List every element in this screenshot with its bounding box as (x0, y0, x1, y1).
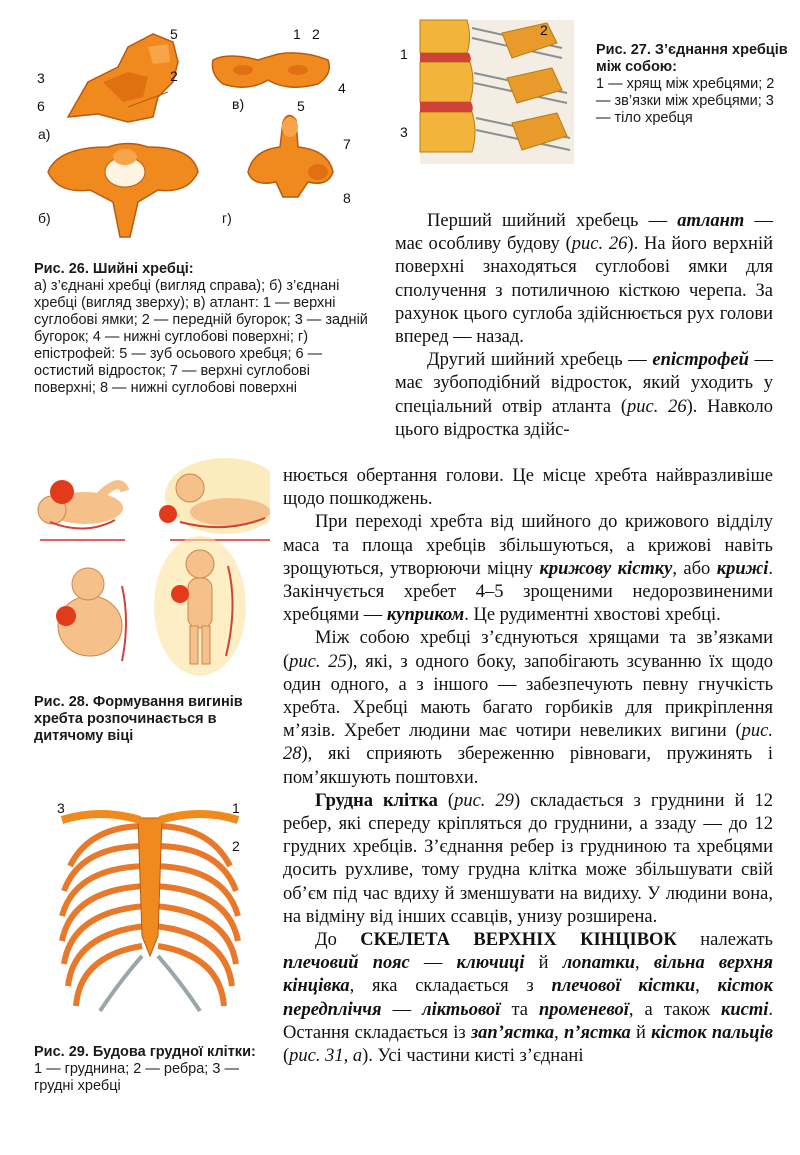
fig26-d-axis (248, 115, 333, 197)
paragraph-atlas: Перший шийний хребець — атлант — має особливу будову (рис. 26). На його верхній поверхні знаходяться суглобові ямки для сполучення з потиличною кісткою черепа. За рахунок цього суглоба здійснюється рух голови вперед — назад. (395, 211, 774, 348)
baby-lying-on-tummy (159, 458, 270, 540)
fig27-label-2: 2 (540, 22, 548, 38)
fig26-label-7: 7 (343, 136, 351, 152)
fig26-label-1: 1 (293, 26, 301, 42)
fig27-label-1: 1 (400, 46, 408, 62)
figure-26-caption (34, 261, 370, 397)
figure-27-caption (596, 42, 788, 127)
fig26-caption-title: Рис. 26. Шийні хребці: (34, 261, 194, 277)
figure-27-illustration (412, 18, 582, 166)
paragraph-joints: Між собою хребці з’єднуються хрящами та зв’язками (рис. 25), які, з одного боку, запобігають зсуванню їх щодо один одного, а з іншого — забезпечують певну гнучкість хребта. Хребці мають багато горбиків для прикріплення м’язів. Хребет людини має чотири невеликих вигини (рис. 28), які сприяють збереженню рівноваги, пружинять і пом’якшують поштовхи. (283, 628, 773, 788)
fig28-caption-title: Рис. 28. Формування вигинів хребта розпочинається в дитячому віці (34, 694, 243, 744)
fig29-label-2: 2 (232, 838, 240, 854)
paragraph-upper-limbs: До СКЕЛЕТА ВЕРХНІХ КІНЦІВОК належать плечовий пояс — ключиці й лопатки, вільна верхня кінцівка, яка складається з плечової кістки, кісток передпліччя — ліктьової та променевої, а також кисті. Остання складається із зап’ястка, п’ястка й кісток пальців (рис. 31, а). Усі частини кисті з’єднані (283, 930, 774, 1067)
fig29-label-1: 1 (232, 800, 240, 816)
costal-cartilage (100, 956, 200, 1011)
main-text-column-wide (283, 465, 773, 1068)
paragraph-thorax: Грудна клітка (рис. 29) складається з груднини й 12 ребер, які спереду кріпляться до груднини, а ззаду — до 12 грудних хребців. З’єднання ребер із грудниною та хребцями досить рухливе, тому грудна клітка може збільшувати свій об’єм під час вдиху й зменшувати на видиху. У людини вона, на відміну від інших ссавців, унизу розширена. (283, 790, 773, 927)
figure-26-illustration (28, 22, 368, 252)
fig27-caption-title: Рис. 27. З’єднання хребців між собою: (596, 42, 788, 75)
figure-28-illustration (30, 456, 270, 684)
fig26-label-3: 3 (37, 70, 45, 86)
fig26-label-5b: 5 (297, 98, 305, 114)
fig26-caption-body: а) з’єднані хребці (вигляд справа); б) з’єднані хребці (вигляд зверху); в) атлант: 1 — верхні суглобові ямки; 2 — передній бугорок; 3 — задній бугорок; 4 — нижні суглобові поверхні; г) епістрофей: 5 — зуб осьового хребця; 6 — остистий відросток; 7 — верхні суглобові поверхні; 8 — нижні суглобові поверхні (34, 278, 368, 396)
fig26-label-5a: 5 (170, 26, 178, 42)
fig26-label-2b: 2 (312, 26, 320, 42)
child-standing (154, 536, 246, 676)
fig26-panel-b: б) (38, 210, 51, 226)
vertebra-bodies (420, 20, 475, 152)
fig29-caption-title: Рис. 29. Будова грудної клітки: (34, 1044, 256, 1060)
figure-28-caption (34, 694, 256, 745)
fig26-label-2a: 2 (170, 68, 178, 84)
figure-29-caption (34, 1044, 264, 1095)
fig27-label-3: 3 (400, 124, 408, 140)
fig26-label-8: 8 (343, 190, 351, 206)
paragraph-epistropheus: Другий шийний хребець — епістрофей — має зубоподібний відросток, який уходить у спеціальний отвір атланта (рис. 26). Навколо цього відростка здійс- (395, 350, 773, 440)
fig26-c-atlas (212, 53, 329, 87)
sternum (138, 818, 162, 956)
fig26-a-vertebrae-side (68, 34, 178, 122)
main-text-column-upper (395, 210, 773, 442)
fig29-caption-body: 1 — груднина; 2 — ребра; 3 — грудні хребці (34, 1061, 239, 1094)
fig26-panel-v: в) (232, 96, 245, 112)
fig26-b-vertebra-top (48, 144, 198, 238)
baby-sitting (56, 568, 126, 661)
fig26-label-6: 6 (37, 98, 45, 114)
fig26-panel-a: а) (38, 126, 51, 142)
baby-lying-on-back (38, 480, 125, 540)
paragraph-sacrum: При переході хребта від шийного до крижового відділу маса та площа хребців збільшуються, а крижові навіть зрощуються, утворюючи міцну крижову кістку, або крижі. Закінчується хребет 4–5 зрощеними недорозвиненими хребцями — куприком. Це рудиментні хвостові хребці. (283, 512, 774, 626)
fig26-panel-g: г) (222, 210, 232, 226)
fig26-label-4: 4 (338, 80, 346, 96)
fig29-label-3: 3 (57, 800, 65, 816)
figure-29-illustration (50, 806, 250, 1028)
fig27-caption-body: 1 — хрящ між хребцями; 2 — зв’язки між хребцями; 3 — тіло хребця (596, 76, 775, 126)
paragraph-epistropheus-cont: нюється обертання голови. Це місце хребта найвразливіше щодо пошкоджень. (283, 466, 773, 510)
